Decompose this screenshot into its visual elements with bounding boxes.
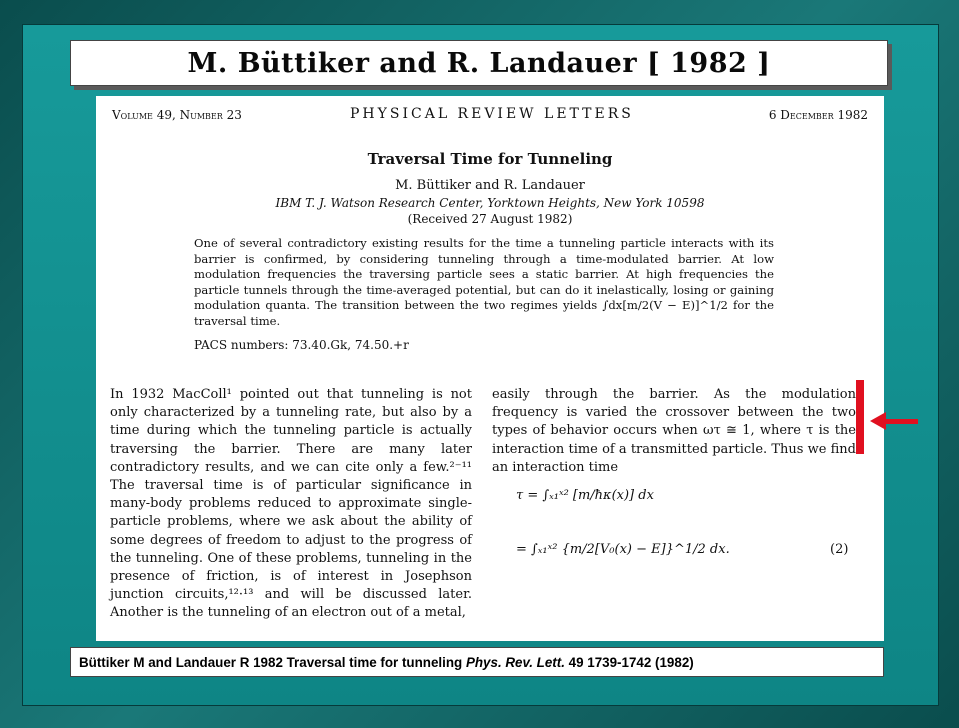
body-right-paragraph-1: easily through the barrier. As the modulation frequency is varied the crossover between the two types of behavior occurs when ωτ ≅ 1, where τ is the interaction time of a transmitted particle. Thus we find an interaction time (492, 387, 856, 475)
citation-text: Büttiker M and Landauer R 1982 Traversal time for tunneling (79, 655, 466, 670)
citation-box (70, 647, 884, 677)
arrow-shaft (884, 419, 918, 424)
paper-scan (96, 96, 884, 641)
slide-title: M. Büttiker and R. Landauer [ 1982 ] (187, 47, 771, 79)
highlight-bracket (856, 380, 864, 454)
equation-line-1: τ = ∫ₓ₁ˣ² [m/ħκ(x)] dx (516, 488, 654, 503)
masthead-volume: Volume 49, Number 23 (112, 108, 242, 122)
citation-tail: 49 1739-1742 (1982) (564, 655, 694, 670)
equation-line-2: = ∫ₓ₁ˣ² {m/2[V₀(x) − E]}^1/2 dx. (516, 542, 730, 557)
article-received: (Received 27 August 1982) (407, 212, 573, 226)
article-title: Traversal Time for Tunneling (367, 150, 613, 168)
body-column-left: In 1932 MacColl¹ pointed out that tunneling is not only characterized by a tunneling rate, but also by a time during which the tunneling particle is actually traversing the barrier. There are many later contradictory results, and we can cite only a few.²⁻¹¹ The traversal time is of particular significance in many-body problems reduced to approximate single-particle problems, where we ask about the ability of some degrees of freedom to adjust to the progress of the tunneling. One of these problems, tunneling in the presence of friction, is of interest in Josephson junction circuits,¹²·¹³ and will be discussed later. Another is the tunneling of an electron out of a metal, (110, 387, 472, 621)
article-affiliation: IBM T. J. Watson Research Center, Yorktown Heights, New York 10598 (275, 196, 705, 210)
masthead-date: 6 December 1982 (768, 108, 868, 122)
masthead-journal: PHYSICAL REVIEW LETTERS (350, 106, 634, 122)
equation-number: (2) (830, 542, 849, 557)
article-abstract: One of several contradictory existing results for the time a tunneling particle interacts with its barrier is confirmed, by considering tunneling through a time-modulated barrier. At low modulation frequencies the traversing particle sees a static barrier. At high frequencies the particle tunnels through the time-averaged potential, but can do it inelastically, losing or gaining modulation quanta. The transition between the two regimes yields ∫dx[m/2(V − E)]^1/2 for the traversal time. (194, 236, 774, 328)
body-column-right (492, 386, 856, 641)
pacs-numbers: PACS numbers: 73.40.Gk, 74.50.+r (194, 338, 409, 352)
journal-masthead (112, 106, 868, 128)
citation-journal: Phys. Rev. Lett. (465, 655, 565, 670)
slide-title-box (70, 40, 888, 86)
article-authors: M. Büttiker and R. Landauer (395, 178, 585, 193)
